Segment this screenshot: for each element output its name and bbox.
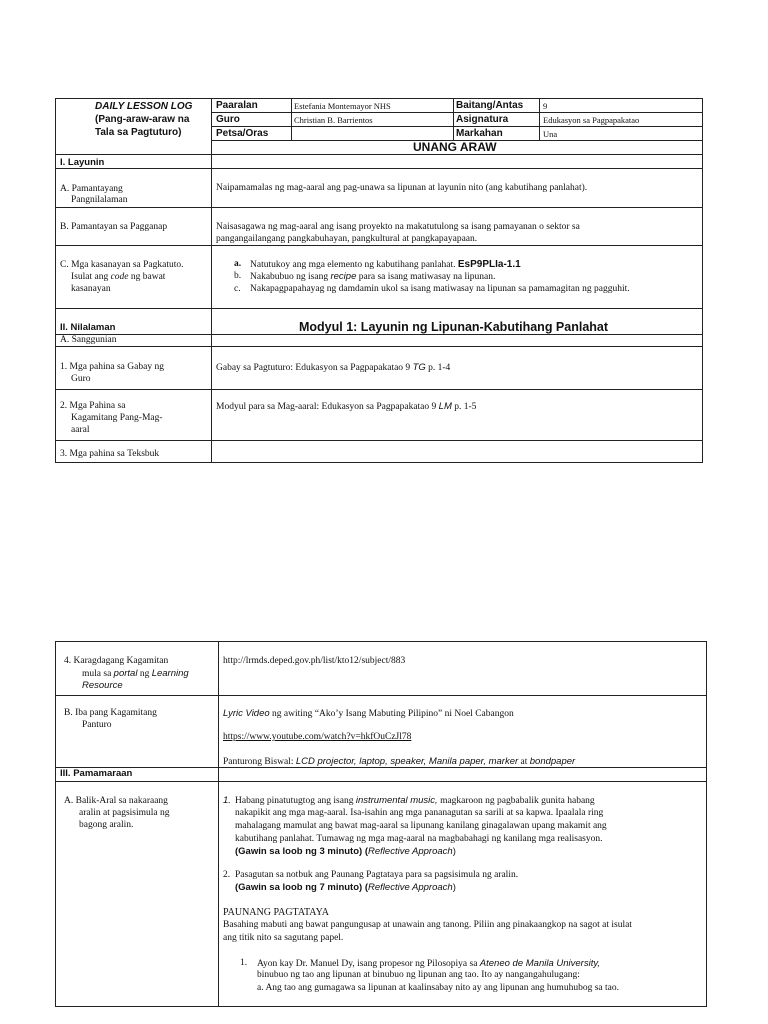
text-run: Gabay sa Pagtuturo: Edukasyon sa Pagpapakatao 9 (216, 363, 411, 373)
module-title: Modyul 1: Layunin ng Lipunan-Kabutihang Panlahat (299, 320, 609, 334)
rule (55, 207, 703, 208)
row-label: 2. Mga Pahina sa (60, 401, 126, 411)
subject-value: Edukasyon sa Pagpapakatao (543, 115, 640, 125)
text-run: ) (452, 846, 456, 857)
teacher-label: Guro (216, 114, 240, 125)
assessment-instructions: Basahing mabuti ang bawat pangungusap at unawain ang tanong. Piliin ang pinakaangkop na sagot at isulat (223, 920, 632, 930)
text-run: (Gawin sa loob ng 3 minuto) (235, 846, 363, 857)
row-content: Naisasagawa ng mag-aaral ang isang proyekto na makatutulong sa isang pamayanan o sektor sa (216, 222, 580, 232)
rule (453, 98, 454, 141)
text-run: Learning (151, 668, 189, 679)
text-run: Ateneo de Manila University, (479, 958, 601, 969)
row-label: B. Pamantayan sa Pagganap (60, 222, 168, 232)
rule (55, 334, 703, 335)
rule (55, 695, 707, 696)
grade-value: 9 (543, 101, 548, 111)
rule (55, 462, 703, 463)
rule (55, 98, 56, 463)
section-nilalaman: II. Nilalaman (60, 322, 116, 333)
row-label (82, 668, 189, 680)
row-label: Kagamitang Pang-Mag- (71, 413, 163, 423)
youtube-link[interactable]: https://www.youtube.com/watch?v=hkfOuCzJl78 (223, 732, 412, 742)
row-content (216, 362, 450, 374)
log-subtitle: Tala sa Pagtuturo) (95, 127, 182, 138)
row-label: aaral (71, 425, 90, 435)
rule (211, 98, 212, 463)
text-run: Isulat ang (71, 272, 109, 282)
row-label: C. Mga kasanayan sa Pagkatuto. (60, 260, 184, 270)
rule (291, 98, 292, 141)
text-run: ( (364, 846, 369, 857)
step-number: 1. (223, 795, 231, 806)
quarter-value: Una (543, 129, 558, 139)
text-run: (Gawin sa loob ng 7 minuto) (235, 882, 363, 893)
competency-code: EsP9PLIa-1.1 (457, 259, 521, 270)
row-label: 4. Karagdagang Kagamitan (64, 656, 169, 666)
rule (212, 126, 703, 127)
rule (55, 641, 56, 1007)
rule (55, 389, 703, 390)
list-marker: c. (234, 284, 241, 294)
text-run: Natutukoy ang mga elemento ng kabutihang panlahat. (250, 260, 456, 270)
text-run: ng (139, 669, 150, 679)
day-heading: UNANG ARAW (413, 140, 497, 154)
row-label: 3. Mga pahina sa Teksbuk (60, 449, 160, 459)
log-title: DAILY LESSON LOG (95, 101, 193, 112)
text-run: recipe (330, 271, 357, 282)
text-run: Panturong Biswal: (223, 757, 294, 767)
rule (55, 440, 703, 441)
school-label: Paaralan (216, 100, 258, 111)
row-label: Guro (71, 374, 91, 384)
row-content: Naipamamalas ng mag-aaral ang pag-unawa sa lipunan at layunin nito (ang kabutihang panlahat). (216, 183, 588, 193)
row-label: A. Balik-Aral sa nakaraang (64, 796, 168, 806)
text-run: bondpaper (529, 756, 576, 767)
assessment-title: PAUNANG PAGTATAYA (223, 907, 329, 918)
text-run: Reflective Approach (368, 882, 453, 893)
assessment-instructions: ang titik nito sa sagutang papel. (223, 933, 344, 943)
text-run: para sa isang matiwasay na lipunan. (358, 272, 496, 282)
step-text (235, 795, 595, 807)
row-label: Pangnilalaman (71, 195, 128, 205)
rule (706, 641, 707, 1007)
list-item (250, 271, 495, 283)
row-label: A. Pamantayang (60, 184, 123, 194)
text-run: Modyul para sa Mag-aaral: Edukasyon sa Pagpapakatao 9 (216, 402, 437, 412)
row-label: Panturo (82, 720, 112, 730)
date-label: Petsa/Oras (216, 128, 269, 139)
text-run: Reflective Approach (368, 846, 453, 857)
step-text: mahalagang mamulat ang bawat mag-aaral sa lipunang kanilang ginagalawan upang makamit ang (235, 821, 607, 831)
row-label: aralin at pagsisimula ng (79, 808, 170, 818)
text-run: ( (364, 882, 369, 893)
question-number: 1. (240, 958, 248, 968)
text-run: instrumental music, (355, 795, 438, 806)
rule (55, 98, 703, 99)
text-run: ng bawat (130, 272, 166, 282)
section-layunin: I. Layunin (60, 157, 105, 168)
step-number: 2. (223, 870, 231, 880)
text-run: TG (412, 362, 426, 373)
rule (55, 1006, 707, 1007)
subject-label: Asignatura (456, 114, 509, 125)
rule (55, 245, 703, 246)
text-run: Habang pinatutugtog ang isang (235, 796, 354, 806)
text-run: Ayon kay Dr. Manuel Dy, isang propesor ng Pilosopiya sa (257, 959, 478, 969)
question-text (257, 958, 600, 970)
quarter-label: Markahan (456, 128, 503, 139)
text-run: ) (452, 882, 456, 893)
resource-url[interactable]: http://lrmds.deped.gov.ph/list/kto12/subject/883 (223, 656, 406, 666)
text-run: portal (113, 668, 138, 679)
question-choice: a. Ang tao ang gumagawa sa lipunan at kaalinsabay nito ay ang lipunan ang humuhubog sa tao. (257, 983, 619, 993)
row-label: B. Iba pang Kagamitang (64, 708, 157, 718)
rule (539, 98, 540, 141)
text-run: at (520, 757, 528, 767)
text-run: LM (438, 401, 452, 412)
row-label: 1. Mga pahina sa Gabay ng (60, 362, 164, 372)
text-run: p. 1-4 (428, 363, 451, 373)
step-text: nakapikit ang mga mag-aaral. Isa-isahin ang mga pananagutan sa sarili at sa kapwa. Ipaalala ring (235, 808, 604, 818)
list-item: Nakapagpapahayag ng damdamin ukol sa isang matiwasay na lipunan sa pamamagitan ng pagguhit. (250, 284, 630, 294)
list-marker: b. (234, 271, 242, 281)
rule (55, 168, 703, 169)
step-duration (235, 846, 456, 857)
question-text: binubuo ng tao ang lipunan at binubuo ng lipunan ang tao. Ito ay nangangahulugang: (257, 970, 580, 980)
rule (55, 641, 707, 642)
rule (55, 781, 707, 782)
school-value: Estefania Montemayor NHS (294, 101, 391, 111)
row-content (216, 401, 476, 413)
row-label: kasanayan (71, 284, 111, 294)
text-run: Nakabubuo ng isang (250, 272, 329, 282)
text-run: magkaroon ng pagbabalik gunita habang (440, 796, 595, 806)
rule (55, 154, 703, 155)
row-content (223, 708, 514, 720)
row-label: Resource (82, 680, 123, 691)
row-label: A. Sanggunian (60, 335, 117, 345)
rule (55, 346, 703, 347)
list-marker: a. (234, 259, 242, 269)
row-label: bagong aralin. (79, 820, 134, 830)
step-text: kabutihang panlahat. Tumawag ng mga mag-aaral na magbabahagi ng kanilang mga realisasyon. (235, 834, 603, 844)
row-label (71, 272, 165, 283)
rule (702, 98, 703, 463)
text-run: ng awiting “Ako’y Isang Mabuting Pilipino” ni Noel Cabangon (272, 709, 514, 719)
text-run: code (110, 272, 129, 282)
step-text: Pasagutan sa notbuk ang Paunang Pagtataya para sa pagsisimula ng aralin. (235, 870, 519, 880)
list-item (250, 259, 521, 271)
rule (212, 112, 703, 113)
teacher-value: Christian B. Barrientos (294, 115, 373, 125)
row-content: pangangailangang pangkabuhayan, pangkultural at pangkapayapaan. (216, 234, 478, 244)
rule (55, 308, 703, 309)
step-duration (235, 882, 456, 893)
text-run: LCD projector, laptop, speaker, Manila paper, marker (295, 756, 519, 767)
grade-label: Baitang/Antas (456, 100, 524, 111)
text-run: mula sa (82, 669, 112, 679)
row-content (223, 756, 575, 768)
log-subtitle: (Pang-araw-araw na (95, 114, 190, 125)
text-run: Lyric Video (223, 708, 270, 719)
section-pamamaraan: III. Pamamaraan (60, 768, 133, 779)
rule (218, 641, 219, 1007)
text-run: p. 1-5 (454, 402, 477, 412)
